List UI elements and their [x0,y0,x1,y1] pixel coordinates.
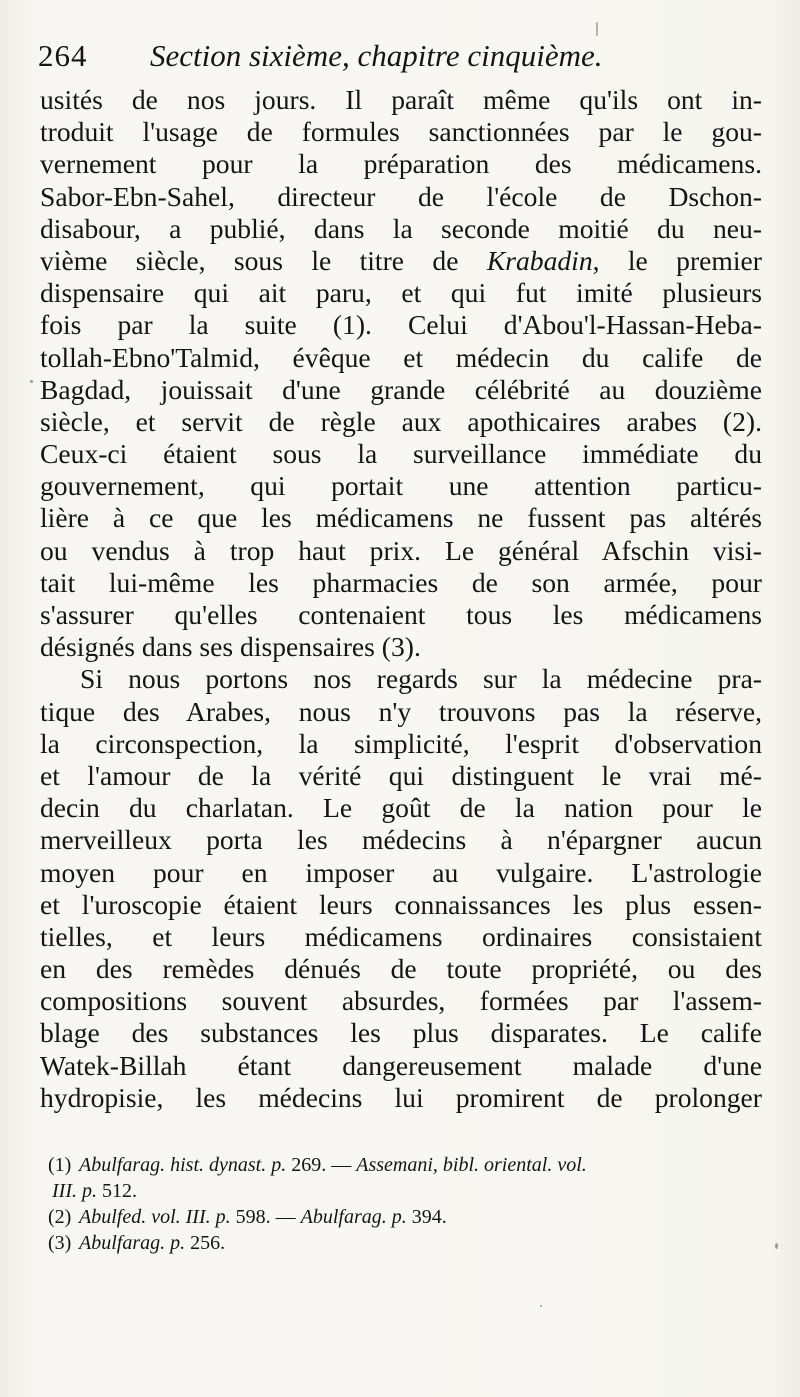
text-line: troduit l'usage de formules sanctionnées par le gou- [40,116,762,148]
text-line: lière à ce que les médicamens ne fussent pas altérés [40,502,762,534]
text-line: compositions souvent absurdes, formées par l'assem- [40,985,762,1017]
footnote-number: (2) [48,1206,72,1228]
text-line: la circonspection, la simplicité, l'esprit d'observation [40,727,762,759]
text-line: tait lui-même les pharmacies de son armée, pour [40,566,762,598]
text-line: Bagdad, jouissait d'une grande célébrité au douzième [40,373,762,405]
body-text [40,84,762,1114]
text-line: tique des Arabes, nous n'y trouvons pas la réserve, [40,695,762,727]
text-line: merveilleux porta les médecins à n'épargner aucun [40,824,762,856]
footnotes [48,1152,764,1256]
citation: Abulfarag. p. [300,1206,407,1228]
text-line: et l'amour de la vérité qui distinguent le vrai mé- [40,759,762,791]
text-line: usités de nos jours. Il paraît même qu'ils ont in- [40,84,762,115]
paper-speck [30,380,33,383]
text-line: tollah-Ebno'Talmid, évêque et médecin du calife de [40,341,762,373]
text-line: fois par la suite (1). Celui d'Abou'l-Hassan-Heba- [40,309,762,341]
citation-page: 256. [185,1232,226,1254]
text-line: siècle, et servit de règle aux apothicaires arabes (2). [40,405,762,437]
text-line: Ceux-ci étaient sous la surveillance immédiate du [40,438,762,470]
citation-page: 598. — [230,1206,301,1228]
text-line: blage des substances les plus disparates. Le calife [40,1017,762,1049]
footnote-1 [48,1152,764,1178]
text-line: gouvernement, qui portait une attention particu- [40,470,762,502]
text-line: et l'uroscopie étaient leurs connaissances les plus essen- [40,888,762,920]
citation-page: 269. — [286,1154,357,1176]
citation: III. p. [52,1180,97,1202]
citation-page: 512. [96,1180,137,1202]
running-title: Section sixième, chapitre cinquième. [150,38,603,73]
page-number: 264 [38,38,88,73]
citation: Abulfed. vol. III. p. [79,1206,231,1228]
text-line-with-title [40,245,762,277]
text-line: s'assurer qu'elles contenaient tous les médicamens [40,599,762,630]
book-title-krabadin: Krabadin [486,244,593,276]
citation: Assemani, bibl. oriental. vol. [356,1154,587,1176]
paper-speck [540,1305,542,1307]
footnote-number: (3) [48,1232,72,1254]
text-line: decin du charlatan. Le goût de la nation pour le [40,792,762,824]
text-line: en des remèdes dénués de toute propriété, ou des [40,953,762,985]
citation: Abulfarag. p. [79,1232,186,1254]
footnote-3 [48,1230,764,1256]
text-line: ou vendus à trop haut prix. Le général Afschin visi- [40,534,762,566]
text-fragment: , le premier [592,244,762,276]
text-line: dispensaire qui ait paru, et qui fut imité plusieurs [40,277,762,309]
text-line: Sabor-Ebn-Sahel, directeur de l'école de Dschon- [40,180,762,212]
footnote-number: (1) [48,1154,72,1176]
paragraph-start: Si nous portons nos regards sur la médecine pra- [80,663,762,695]
citation: Abulfarag. hist. dynast. p. [79,1154,287,1176]
text-line: hydropisie, les médecins lui promirent de prolonger [40,1081,762,1113]
text-line: Watek-Billah étant dangereusement malade d'une [40,1049,762,1081]
text-line: tielles, et leurs médicamens ordinaires consistaient [40,920,762,952]
citation-page: 394. [406,1206,447,1228]
text-line: vernement pour la préparation des médicamens. [40,148,762,180]
page-header [38,34,768,82]
text-line: moyen pour en imposer au vulgaire. L'astrologie [40,856,762,888]
text-line: désignés dans ses dispensaires (3). [40,631,421,663]
footnote-2 [48,1204,764,1230]
paper-speck [596,22,598,36]
text-fragment: vième siècle, sous le titre de [40,244,487,276]
paper-speck [775,1243,778,1249]
footnote-1-continuation [48,1178,764,1204]
text-line: disabour, a publié, dans la seconde moitié du neu- [40,212,762,244]
